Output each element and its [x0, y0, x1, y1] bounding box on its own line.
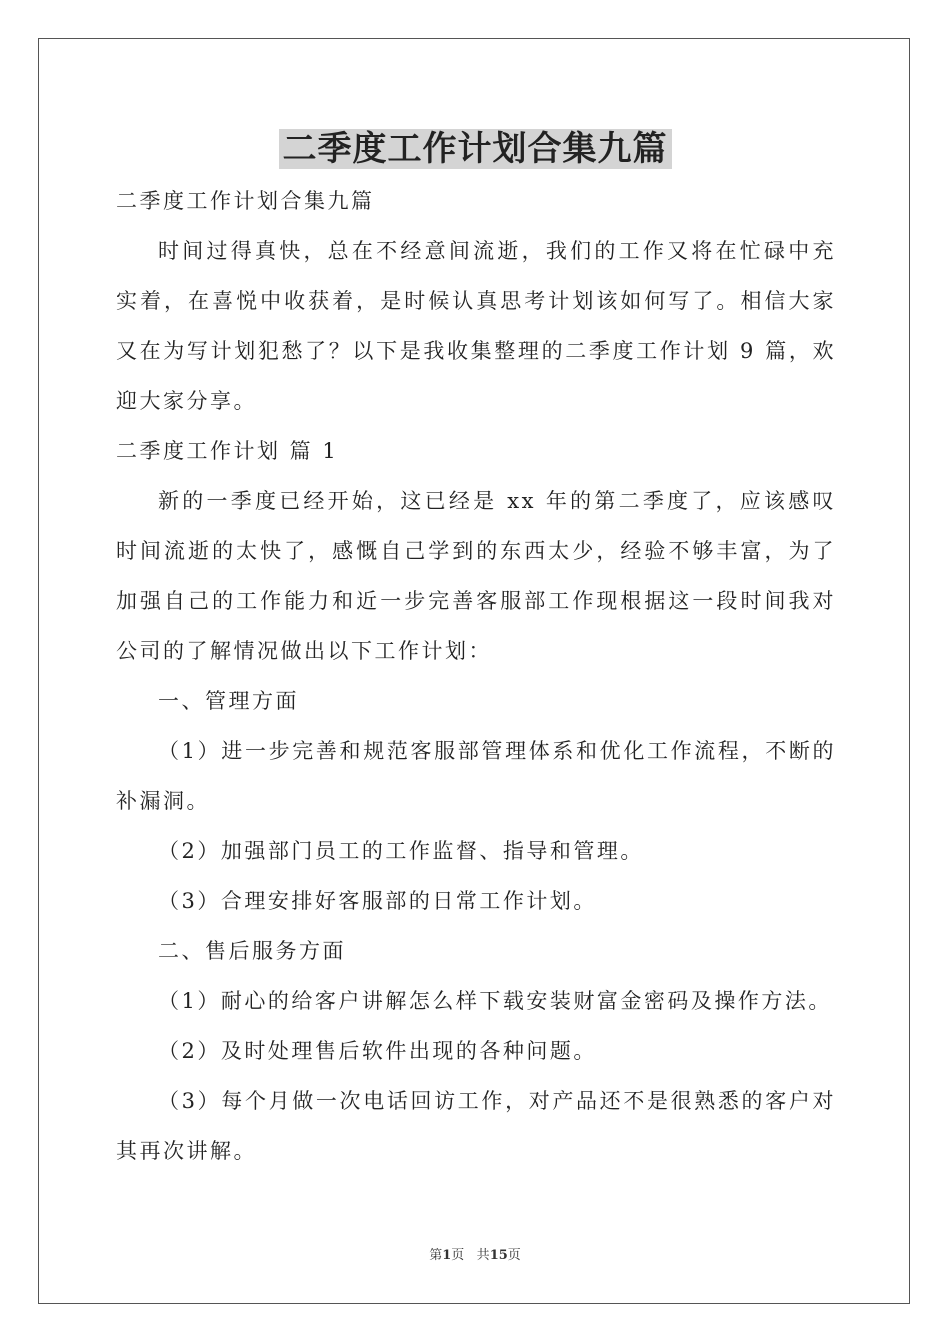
subheading-after-sales: 二、售后服务方面	[158, 939, 346, 963]
document-title	[0, 126, 950, 172]
list-item: （3）每个月做一次电话回访工作，对产品还不是很熟悉的客户对其再次讲解。	[116, 1089, 836, 1163]
page-prefix: 第	[429, 1248, 443, 1263]
subheading-management: 一、管理方面	[158, 689, 299, 713]
list-item: （3）合理安排好客服部的日常工作计划。	[158, 889, 597, 913]
list-item: （1）进一步完善和规范客服部管理体系和优化工作流程，不断的补漏洞。	[116, 739, 836, 813]
page-number: 1	[442, 1248, 452, 1263]
total-prefix: 共	[476, 1248, 490, 1263]
body-paragraph: 新的一季度已经开始，这已经是 xx 年的第二季度了，应该感叹时间流逝的太快了，感慨自己学到的东西太少，经验不够丰富，为了加强自己的工作能力和近一步完善客服部工作现根据这一段时间我对公司的了解情况做出以下工作计划：	[116, 489, 836, 663]
section-heading: 二季度工作计划 篇 1	[116, 439, 339, 463]
list-item: （2）及时处理售后软件出现的各种问题。	[158, 1039, 597, 1063]
list-item: （2）加强部门员工的工作监督、指导和管理。	[158, 839, 644, 863]
document-title-text: 二季度工作计划合集九篇	[279, 129, 672, 169]
total-unit: 页	[507, 1248, 521, 1263]
subtitle-line: 二季度工作计划合集九篇	[116, 189, 375, 213]
list-item: （1）耐心的给客户讲解怎么样下载安装财富金密码及操作方法。	[158, 989, 832, 1013]
page-footer	[0, 1244, 950, 1263]
page-unit: 页	[451, 1248, 465, 1263]
total-pages: 15	[489, 1248, 508, 1263]
intro-paragraph: 时间过得真快，总在不经意间流逝，我们的工作又将在忙碌中充实着，在喜悦中收获着，是时候认真思考计划该如何写了。相信大家又在为写计划犯愁了？以下是我收集整理的二季度工作计划 9 篇，欢迎大家分享。	[116, 239, 836, 413]
document-body	[116, 176, 836, 1176]
